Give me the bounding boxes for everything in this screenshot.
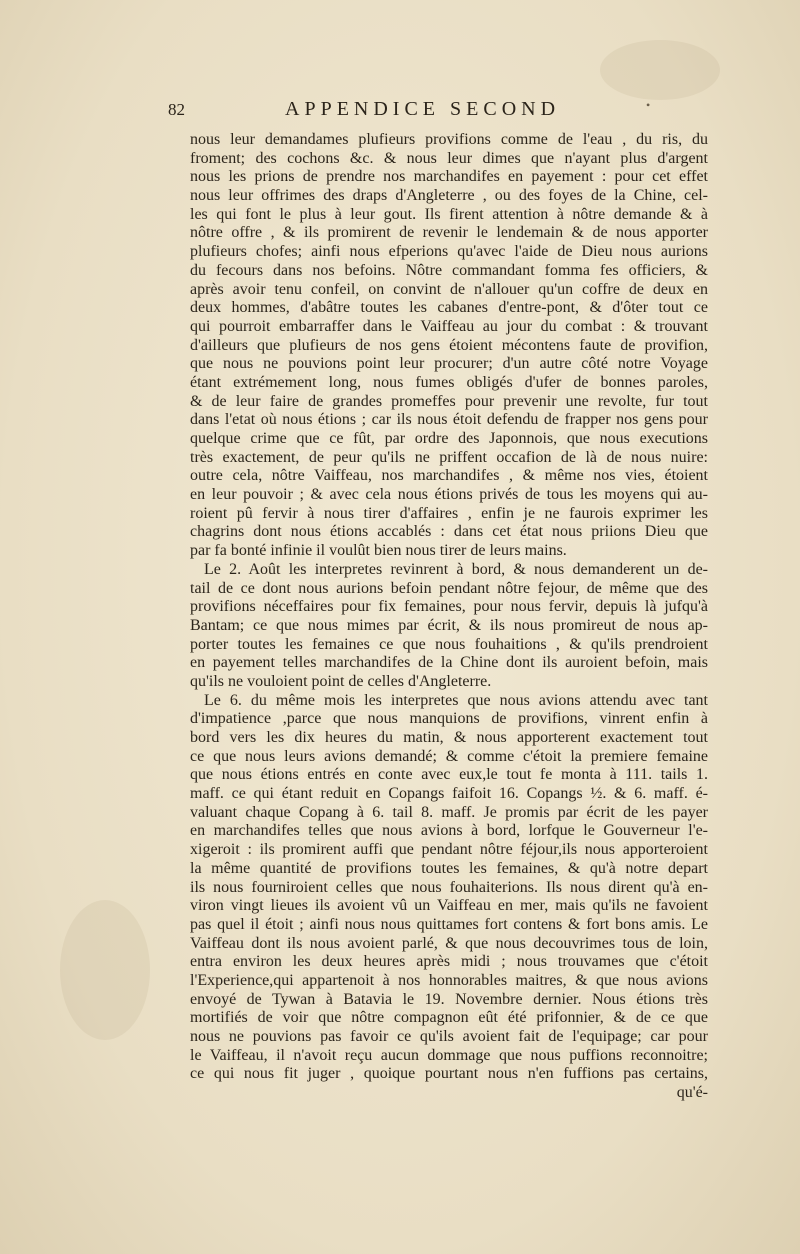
text-line: en marchandifes telles que nous avions à bord, lorfque le Gouverneur l'e-	[190, 822, 708, 840]
text-line: entra environ les deux heures après midi ; nous trouvames que c'étoit	[190, 953, 708, 971]
text-line: le Vaiffeau, il n'avoit reçu aucun dommage que nous puffions reconnoitre;	[190, 1046, 708, 1064]
body-text	[190, 131, 708, 1103]
text-line: en payement telles marchandifes de la Chine dont ils auroient befoin, mais	[190, 654, 708, 672]
text-line: la même quantité de provifions toutes les femaines, & qu'à notre depart	[190, 859, 708, 877]
text-line: maff. ce qui étant reduit en Copangs faifoit 16. Copangs ½. & 6. maff. é-	[190, 785, 708, 803]
running-head: APPENDICE SECOND	[285, 98, 561, 120]
text-line: deux hommes, d'abâtre toutes les cabanes d'entre-pont, & d'ôter tout ce	[190, 299, 708, 317]
text-line: en leur pouvoir ; & avec cela nous étions privés de tous les moyens qui au-	[190, 486, 708, 504]
text-line: bord vers les dix heures du matin, & nous apporterent exactement tout	[190, 729, 708, 746]
paper-stain	[60, 900, 150, 1040]
text-line: froment; des cochons &c. & nous leur dimes que n'ayant plus d'argent	[190, 149, 708, 167]
text-line: que nous ne pouvions point leur procurer; d'un autre côté notre Voyage	[190, 355, 708, 373]
text-line: après avoir tenu confeil, on convint de n'allouer qu'un coffre de deux en	[190, 280, 708, 298]
text-line: d'ailleurs que plufieurs de nos gens étoient mécontens faute de provifion,	[190, 336, 708, 354]
text-line: qu'é-	[676, 1084, 708, 1102]
text-line: & de leur faire de grandes promeffes pour prevenir une revolte, fur tout	[190, 392, 708, 410]
text-line: nous leur demandames plufieurs provifions comme de l'eau , du ris, du	[190, 131, 708, 148]
text-line: viron vingt lieues ils avoient vû un Vaiffeau en mer, mais qu'ils ne favoient	[190, 897, 708, 915]
text-line: provifions néceffaires pour fix femaines, pour nous fervir, depuis là jufqu'à	[190, 598, 708, 616]
text-line: valuant chaque Copang à 6. tail 8. maff. Je promis par écrit de les payer	[190, 803, 708, 821]
text-line: par fa bonté infinie il voulût bien nous tirer de leurs mains.	[190, 542, 567, 560]
text-line: dans l'etat où nous étions ; car ils nous étoit defendu de frapper nos gens pour	[190, 411, 708, 429]
text-line: pas quel il étoit ; ainfi nous nous quittames fort contens & fort bons amis. Le	[190, 915, 708, 933]
text-line: xigeroit : ils promirent auffi que pendant nôtre féjour,ils nous apporteroient	[190, 841, 708, 859]
text-line: nôtre offre , & ils promirent de revenir le lendemain & de nous apporter	[190, 224, 708, 242]
text-line: Le 2. Août les interpretes revinrent à bord, & nous demanderent un de-	[204, 560, 708, 578]
text-line: porter toutes les femaines ce que nous fouhaitions , & qu'ils prendroient	[190, 635, 708, 653]
text-line: les qui font le plus à leur gout. Ils firent attention à nôtre demande & à	[190, 205, 708, 223]
text-line: envoyé de Tywan à Batavia le 19. Novembre dernier. Nous étions très	[190, 990, 708, 1008]
text-line: ils nous fourniroient celles que nous fouhaiterions. Ils nous dirent qu'à en-	[190, 878, 708, 896]
text-line: du fecours dans nos befoins. Nôtre commandant fomma fes officiers, &	[190, 261, 708, 279]
text-line: nous ne pouvions pas favoir ce qu'ils avoient fait de l'equipage; car pour	[190, 1028, 708, 1045]
text-line: tail de ce dont nous aurions befoin pendant nôtre fejour, de même que des	[190, 579, 708, 597]
text-line: qu'ils ne vouloient point de celles d'Angleterre.	[190, 672, 492, 690]
page-number: 82	[168, 100, 185, 119]
text-line: Bantam; ce que nous mimes par écrit, & ils nous promireut de nous ap-	[190, 616, 708, 634]
page-header	[168, 98, 668, 128]
text-line: ce qui nous fit juger , quoique pourtant nous n'en fuffions pas certains,	[190, 1065, 708, 1083]
text-line: l'Experience,qui appartenoit à nos honnorables maitres, & que nous avions	[190, 971, 708, 989]
paper-stain	[600, 40, 720, 100]
text-line: ce que nous leurs avions demandé; & comme c'étoit la premiere femaine	[190, 747, 708, 765]
text-line: qui pourroit embarraffer dans le Vaiffeau au jour du combat : & trouvant	[190, 317, 708, 335]
text-line: nous les prions de prendre nos marchandifes en payement : pour cet effet	[190, 168, 708, 186]
text-line: Le 6. du même mois les interpretes que nous avions attendu avec tant	[204, 691, 708, 709]
text-line: étant extrémement long, nous fumes obligés d'ufer de bonnes paroles,	[190, 373, 708, 391]
text-line: d'impatience ,parce que nous manquions de provifions, vinrent enfin à	[190, 710, 708, 728]
text-line: nous leur offrimes des draps d'Angleterre , ou des foyes de la Chine, cel-	[190, 187, 708, 205]
text-line: roient pû fervir à nous tirer d'affaires , enfin je ne faurois exprimer les	[190, 504, 708, 522]
text-line: Vaiffeau dont ils nous avoient parlé, & que nous decouvrimes tous de loin,	[190, 934, 708, 952]
text-line: chagrins dont nous étions accablés : dans cet état nous priions Dieu que	[190, 523, 708, 541]
text-line: mortifiés de voir que nôtre compagnon eût été prifonnier, & de ce que	[190, 1009, 708, 1027]
text-line: quelque crime que ce fût, par ordre des Japonnois, que nous executions	[190, 430, 708, 447]
text-line: très exactement, de peur qu'ils ne priffent occafion de là de nous nuire:	[190, 448, 708, 466]
text-line: outre cela, nôtre Vaiffeau, nos marchandifes , & même nos vies, étoient	[190, 467, 708, 485]
header-ornament: •	[646, 98, 651, 112]
text-line: que nous étions entrés en conte avec eux,le tout fe monta à 111. tails 1.	[190, 766, 708, 784]
text-line: plufieurs chofes; ainfi nous efperions qu'avec l'aide de Dieu nous aurions	[190, 243, 708, 261]
